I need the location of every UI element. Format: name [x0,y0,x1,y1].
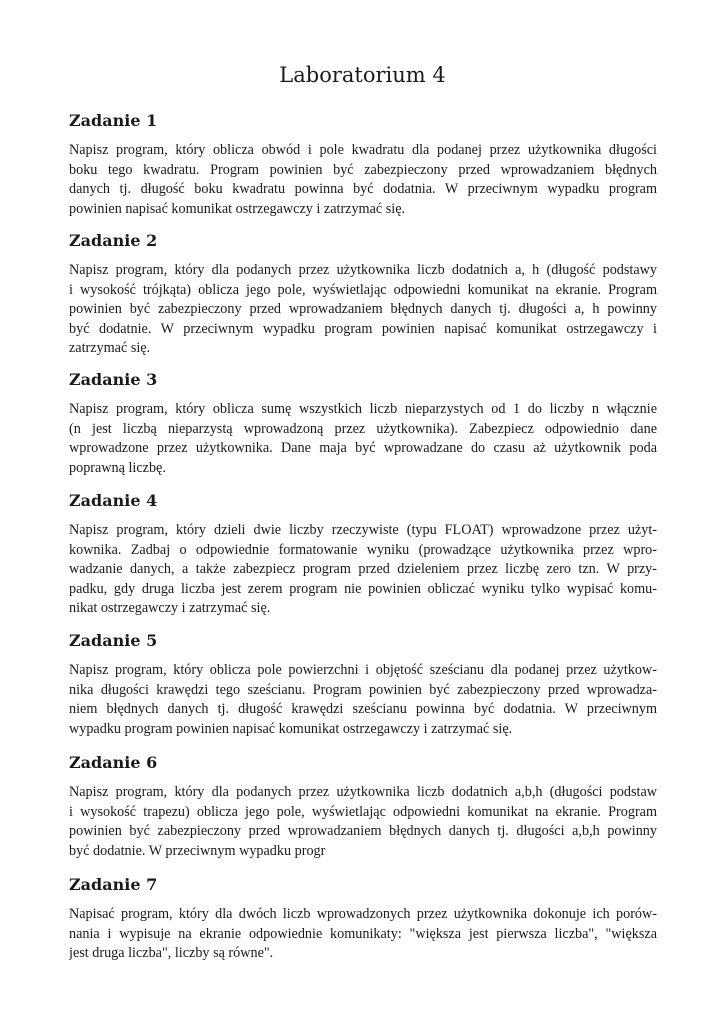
task-section-1 [69,110,657,219]
task-heading: Zadanie 7 [69,875,158,894]
task-heading: Zadanie 2 [69,231,158,250]
text-line: i wysokość trapezu) oblicza jego pole, wyświetlając odpowiedni komunikat na ekranie. Program [69,803,657,820]
text-line: Napisz program, który oblicza sumę wszystkich liczb nieparzystych od 1 do liczby n włącznie [69,401,657,417]
text-line: nika długości krawędzi tego sześcianu. Program powinien być zabezpieczony przed wprowadza- [69,681,657,698]
task-heading: Zadanie 5 [69,631,158,650]
text-line: padku, gdy druga liczba jest zerem program nie powinien obliczać wyniku tylko wypisać komu- [69,580,657,597]
task-description [69,141,657,219]
text-line: wadzanie danych, a także zabezpiecz program przed dzieleniem przez liczbę zero tzn. W przy- [69,561,657,577]
text-line: niem błędnych danych tj. długość krawędzi sześcianu powinna być dodatnia. W przeciwnym [69,701,657,717]
text-line: powinien napisać komunikat ostrzegawczy i zatrzymać się. [69,200,406,217]
text-line: poprawną liczbę. [69,459,166,476]
text-line: powinien być zabezpieczony przed wprowadzaniem błędnych danych tj. długości a, h powinny [69,301,657,317]
text-line: i wysokość trójkąta) oblicza jego pole, wyświetlając odpowiedni komunikat na ekranie. Program [69,281,657,298]
task-description [69,400,657,478]
text-line: nikat ostrzegawczy i zatrzymać się. [69,600,271,616]
text-line: kownika. Zadbaj o odpowiednie formatowanie wyniku (prowadzące użytkownika przez wpro- [69,541,657,558]
text-line: nania i wypisuje na ekranie odpowiednie komunikaty: "większa jest pierwsza liczba", "większa [69,925,657,942]
task-heading: Zadanie 1 [69,111,158,130]
task-section-6 [69,752,657,861]
text-line: jest druga liczba", liczby są równe". [69,945,274,961]
task-section-5 [69,630,657,739]
text-line: (n jest liczbą nieparzystą wprowadzoną przez użytkownika). Zabezpiecz odpowiednio dane [69,420,657,437]
task-section-3 [69,369,657,478]
task-description [69,521,657,619]
text-line: boku tego kwadratu. Program powinien być zabezpieczony przed wprowadzaniem błędnych [69,161,657,178]
text-line: powinien być zabezpieczony przed wprowadzaniem błędnych danych tj. długości a,b,h powinny [69,823,657,839]
task-heading: Zadanie 4 [69,491,158,510]
task-section-4 [69,490,657,619]
task-description [69,261,657,359]
task-heading: Zadanie 3 [69,370,158,389]
text-line: być dodatnie. W przeciwnym wypadku program powinien napisać komunikat ostrzegawczy i [69,320,657,337]
text-line: Napisz program, który dzieli dwie liczby rzeczywiste (typu FLOAT) wprowadzone przez użyt- [69,522,657,538]
text-line: Napisz program, który dla podanych przez użytkownika liczb dodatnich a, h (długość podstawy [69,262,657,278]
text-line: danych tj. długość boku kwadratu powinna być dodatnia. W przeciwnym wypadku program [69,181,657,197]
task-description [69,905,657,964]
text-line: Napisać program, który dla dwóch liczb wprowadzonych przez użytkownika dokonuje ich porów- [69,906,657,922]
text-line: być dodatnie. W przeciwnym wypadku progr [69,842,326,859]
text-line: wypadku program powinien napisać komunikat ostrzegawczy i zatrzymać się. [69,720,513,737]
task-description [69,661,657,739]
task-section-2 [69,230,657,359]
task-section-7 [69,874,657,964]
task-description [69,783,657,861]
document-title: Laboratorium 4 [279,63,446,87]
text-line: Napisz program, który dla podanych przez użytkownika liczb dodatnich a,b,h (długości podstaw [69,784,657,800]
text-line: Napisz program, który oblicza obwód i pole kwadratu dla podanej przez użytkownika długości [69,142,657,158]
task-heading: Zadanie 6 [69,753,158,772]
text-line: zatrzymać się. [69,340,151,356]
text-line: wprowadzone przez użytkownika. Dane maja być wprowadzane do czasu aż użytkownik poda [69,440,657,456]
text-line: Napisz program, który oblicza pole powierzchni i objętość sześcianu dla podanej przez użytkow- [69,662,657,678]
